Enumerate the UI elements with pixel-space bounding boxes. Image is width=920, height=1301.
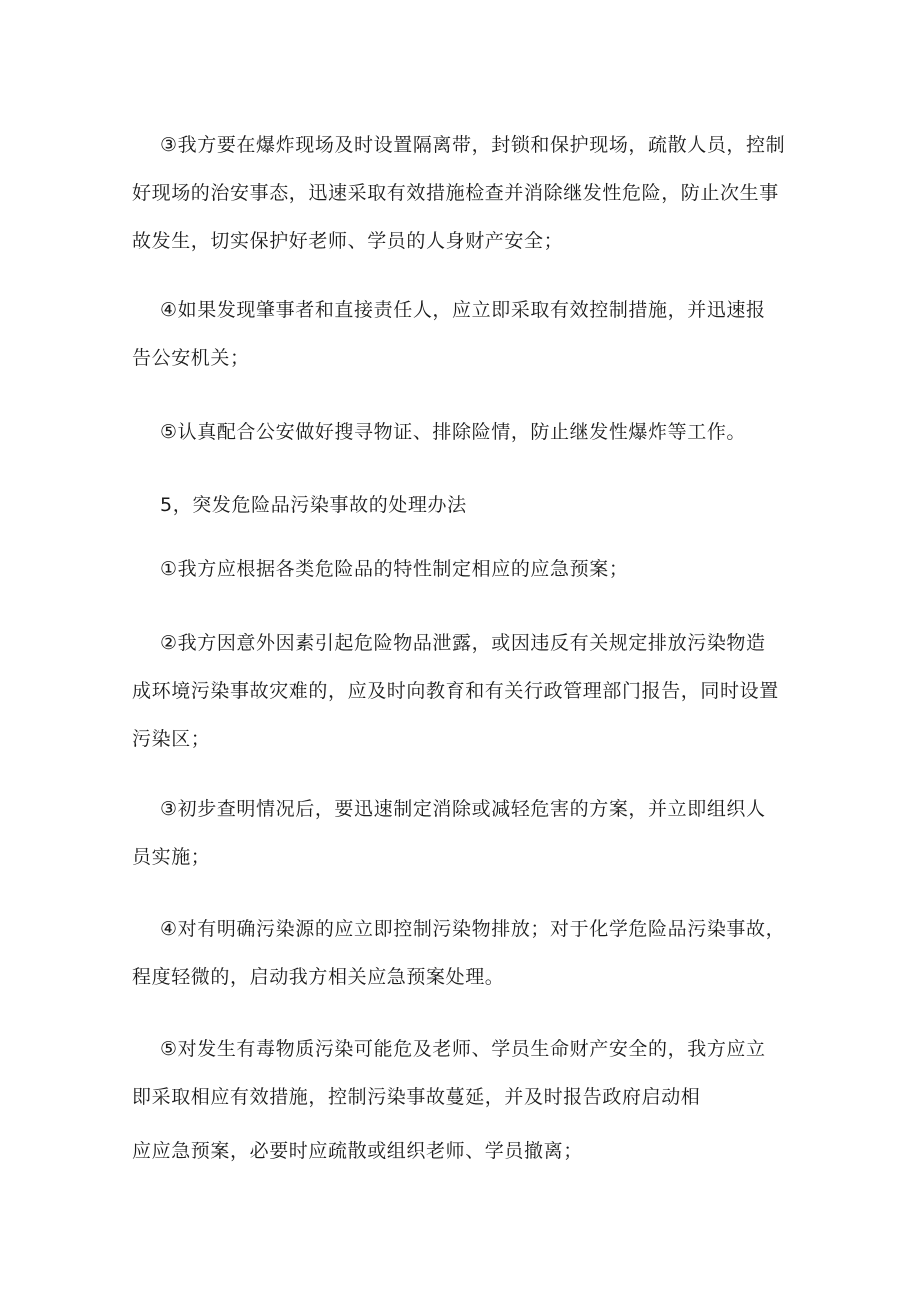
paragraph-line: ③初步查明情况后，要迅速制定消除或减轻危害的方案，并立即组织人	[160, 798, 766, 820]
paragraph-line: 应应急预案，必要时应疏散或组织老师、学员撤离；	[132, 1140, 583, 1162]
paragraph-line: ④对有明确污染源的应立即控制污染物排放；对于化学危险品污染事故，	[160, 918, 786, 940]
paragraph-line: 即采取相应有效措施，控制污染事故蔓延，并及时报告政府启动相	[132, 1086, 701, 1108]
paragraph-line: 告公安机关；	[132, 347, 250, 369]
paragraph-line: ④如果发现肇事者和直接责任人，应立即采取有效控制措施，并迅速报	[160, 299, 766, 321]
paragraph-line: 程度轻微的，启动我方相关应急预案处理。	[132, 966, 505, 988]
paragraph-line: ③我方要在爆炸现场及时设置隔离带，封锁和保护现场，疏散人员，控制	[160, 134, 786, 156]
paragraph-line: ⑤对发生有毒物质污染可能危及老师、学员生命财产安全的，我方应立	[160, 1038, 766, 1060]
section-heading: 5，突发危险品污染事故的处理办法	[160, 494, 467, 516]
paragraph-line: ②我方因意外因素引起危险物品泄露，或因违反有关规定排放污染物造	[160, 632, 766, 654]
paragraph-line: 成环境污染事故灾难的，应及时向教育和有关行政管理部门报告，同时设置	[132, 680, 779, 702]
paragraph-line: ⑤认真配合公安做好搜寻物证、排除险情，防止继发性爆炸等工作。	[160, 421, 747, 443]
paragraph-line: 污染区；	[132, 728, 211, 750]
paragraph-line: 员实施；	[132, 846, 211, 868]
paragraph-line: ①我方应根据各类危险品的特性制定相应的应急预案；	[160, 558, 629, 580]
paragraph-line: 故发生，切实保护好老师、学员的人身财产安全；	[132, 230, 564, 252]
paragraph-line: 好现场的治安事态，迅速采取有效措施检查并消除继发性危险，防止次生事	[132, 182, 779, 204]
